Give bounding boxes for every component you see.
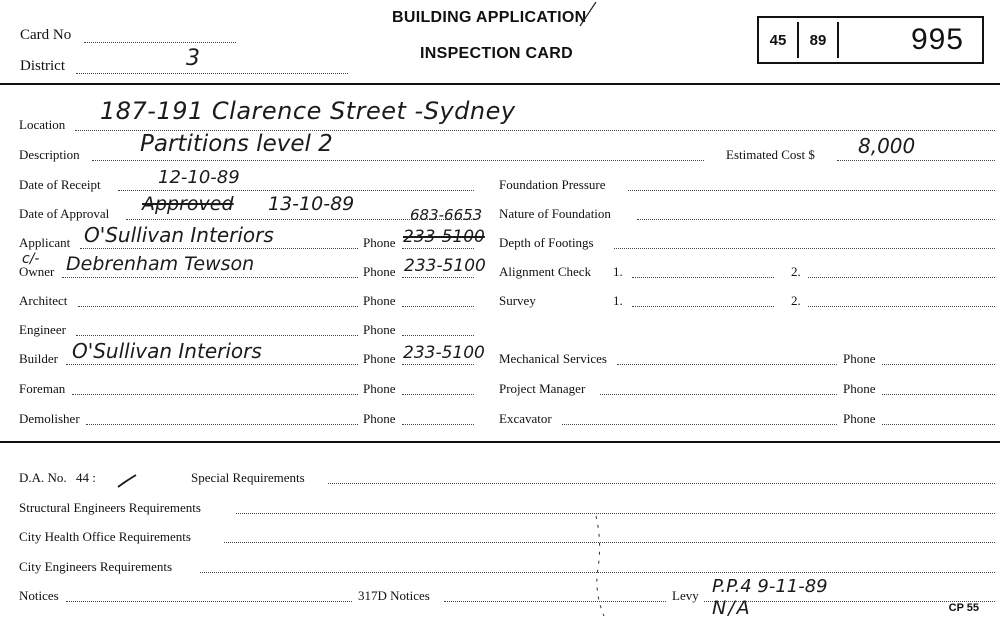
description-label: Description xyxy=(19,147,80,162)
project-manager-label: Project Manager xyxy=(499,381,586,396)
notices-line xyxy=(66,601,352,602)
builder-phone-label: Phone xyxy=(363,351,396,366)
depth-of-footings-line xyxy=(614,248,995,249)
foreman-label: Foreman xyxy=(19,381,66,396)
builder-line xyxy=(66,364,358,365)
estimated-cost-value: 8,000 xyxy=(858,134,916,158)
district-value: 3 xyxy=(186,46,200,71)
project-manager-phone-line xyxy=(882,394,995,395)
da-no-tick-mark xyxy=(116,473,140,489)
nature-of-foundation-label: Nature of Foundation xyxy=(499,206,611,221)
foreman-phone-line xyxy=(402,394,474,395)
applicant-value: O'Sullivan Interiors xyxy=(84,223,274,247)
alignment-check-line-1 xyxy=(632,277,774,278)
architect-label: Architect xyxy=(19,293,68,308)
estimated-cost-line xyxy=(837,160,995,161)
owner-value: Debrenham Tewson xyxy=(66,253,255,275)
date-of-approval-struck: Approved xyxy=(142,193,234,215)
applicant-label: Applicant xyxy=(19,235,71,250)
demolisher-label: Demolisher xyxy=(19,411,80,426)
district-line xyxy=(76,73,348,74)
estimated-cost-label: Estimated Cost $ xyxy=(726,147,815,162)
card-number-box xyxy=(757,16,984,64)
box-year: 89 xyxy=(799,22,839,58)
levy-value: P.P.4 9-11-89 xyxy=(712,576,828,597)
description-line xyxy=(92,160,704,161)
notices-label: Notices xyxy=(19,588,59,603)
foreman-line xyxy=(72,394,358,395)
builder-phone-line xyxy=(402,364,474,365)
excavator-label: Excavator xyxy=(499,411,552,426)
engineer-phone-line xyxy=(402,335,474,336)
builder-label: Builder xyxy=(19,351,58,366)
nature-of-foundation-line xyxy=(637,219,995,220)
mechanical-services-line xyxy=(617,364,837,365)
special-requirements-line xyxy=(328,483,995,484)
pen-stroke-mark xyxy=(590,512,620,620)
levy-label: Levy xyxy=(672,588,699,603)
applicant-phone-new: 683-6653 xyxy=(410,206,483,224)
date-of-receipt-label: Date of Receipt xyxy=(19,177,101,192)
project-manager-phone-label: Phone xyxy=(843,381,876,396)
engineer-label: Engineer xyxy=(19,322,66,337)
architect-phone-line xyxy=(402,306,474,307)
description-value: Partitions level 2 xyxy=(140,131,333,157)
owner-phone-value: 233-5100 xyxy=(404,256,486,276)
date-of-receipt-line xyxy=(118,190,474,191)
demolisher-phone-label: Phone xyxy=(363,411,396,426)
owner-phone-line xyxy=(402,277,474,278)
survey-label: Survey xyxy=(499,293,536,308)
excavator-line xyxy=(562,424,837,425)
mechanical-services-phone-line xyxy=(882,364,995,365)
da-no-label: D.A. No. xyxy=(19,470,67,485)
owner-line xyxy=(62,277,358,278)
builder-value: O'Sullivan Interiors xyxy=(72,339,262,363)
special-requirements-label: Special Requirements xyxy=(191,470,305,485)
applicant-line xyxy=(80,248,358,249)
date-of-approval-label: Date of Approval xyxy=(19,206,110,221)
box-series: 45 xyxy=(759,22,799,58)
depth-of-footings-label: Depth of Footings xyxy=(499,235,594,250)
demolisher-phone-line xyxy=(402,424,474,425)
foreman-phone-label: Phone xyxy=(363,381,396,396)
card-no-line xyxy=(84,42,236,43)
card-no-label: Card No xyxy=(20,27,72,43)
form-code: CP 55 xyxy=(948,602,979,614)
mechanical-services-phone-label: Phone xyxy=(843,351,876,366)
health-requirements-label: City Health Office Requirements xyxy=(19,529,191,544)
applicant-phone-line xyxy=(402,248,474,249)
applicant-phone-old: 233-5100 xyxy=(403,227,485,247)
location-label: Location xyxy=(19,117,66,132)
mechanical-services-label: Mechanical Services xyxy=(499,351,607,366)
date-of-receipt-value: 12-10-89 xyxy=(158,167,240,188)
survey-num-2: 2. xyxy=(791,293,801,308)
header-pen-mark xyxy=(576,0,600,28)
builder-phone-value: 233-5100 xyxy=(403,343,485,363)
owner-prefix: c/- xyxy=(22,251,40,267)
architect-phone-label: Phone xyxy=(363,293,396,308)
owner-phone-label: Phone xyxy=(363,264,396,279)
alignment-check-line-2 xyxy=(808,277,995,278)
structural-requirements-label: Structural Engineers Requirements xyxy=(19,500,201,515)
box-card-number: 995 xyxy=(910,23,964,56)
location-value: 187-191 Clarence Street -Sydney xyxy=(100,97,516,125)
requirements-rule xyxy=(0,441,1000,443)
survey-num-1: 1. xyxy=(613,293,623,308)
alignment-check-num-2: 2. xyxy=(791,264,801,279)
survey-line-2 xyxy=(808,306,995,307)
demolisher-line xyxy=(86,424,358,425)
district-label: District xyxy=(20,58,65,74)
notices-317d-line xyxy=(444,601,666,602)
title-line-1: BUILDING APPLICATION xyxy=(392,9,587,26)
excavator-phone-label: Phone xyxy=(843,411,876,426)
alignment-check-num-1: 1. xyxy=(613,264,623,279)
engineer-phone-label: Phone xyxy=(363,322,396,337)
applicant-phone-label: Phone xyxy=(363,235,396,250)
foundation-pressure-label: Foundation Pressure xyxy=(499,177,606,192)
levy-note: N/A xyxy=(712,597,752,619)
date-of-approval-value: 13-10-89 xyxy=(268,193,355,215)
excavator-phone-line xyxy=(882,424,995,425)
engineer-line xyxy=(76,335,358,336)
header-rule xyxy=(0,83,1000,85)
project-manager-line xyxy=(600,394,837,395)
survey-line-1 xyxy=(632,306,774,307)
owner-label: Owner xyxy=(19,264,55,279)
notices-317d-label: 317D Notices xyxy=(358,588,430,603)
da-no-value: 44 : xyxy=(76,470,96,485)
architect-line xyxy=(78,306,358,307)
alignment-check-label: Alignment Check xyxy=(499,264,592,279)
foundation-pressure-line xyxy=(628,190,995,191)
title-line-2: INSPECTION CARD xyxy=(420,45,573,62)
city-engineers-requirements-label: City Engineers Requirements xyxy=(19,559,173,574)
